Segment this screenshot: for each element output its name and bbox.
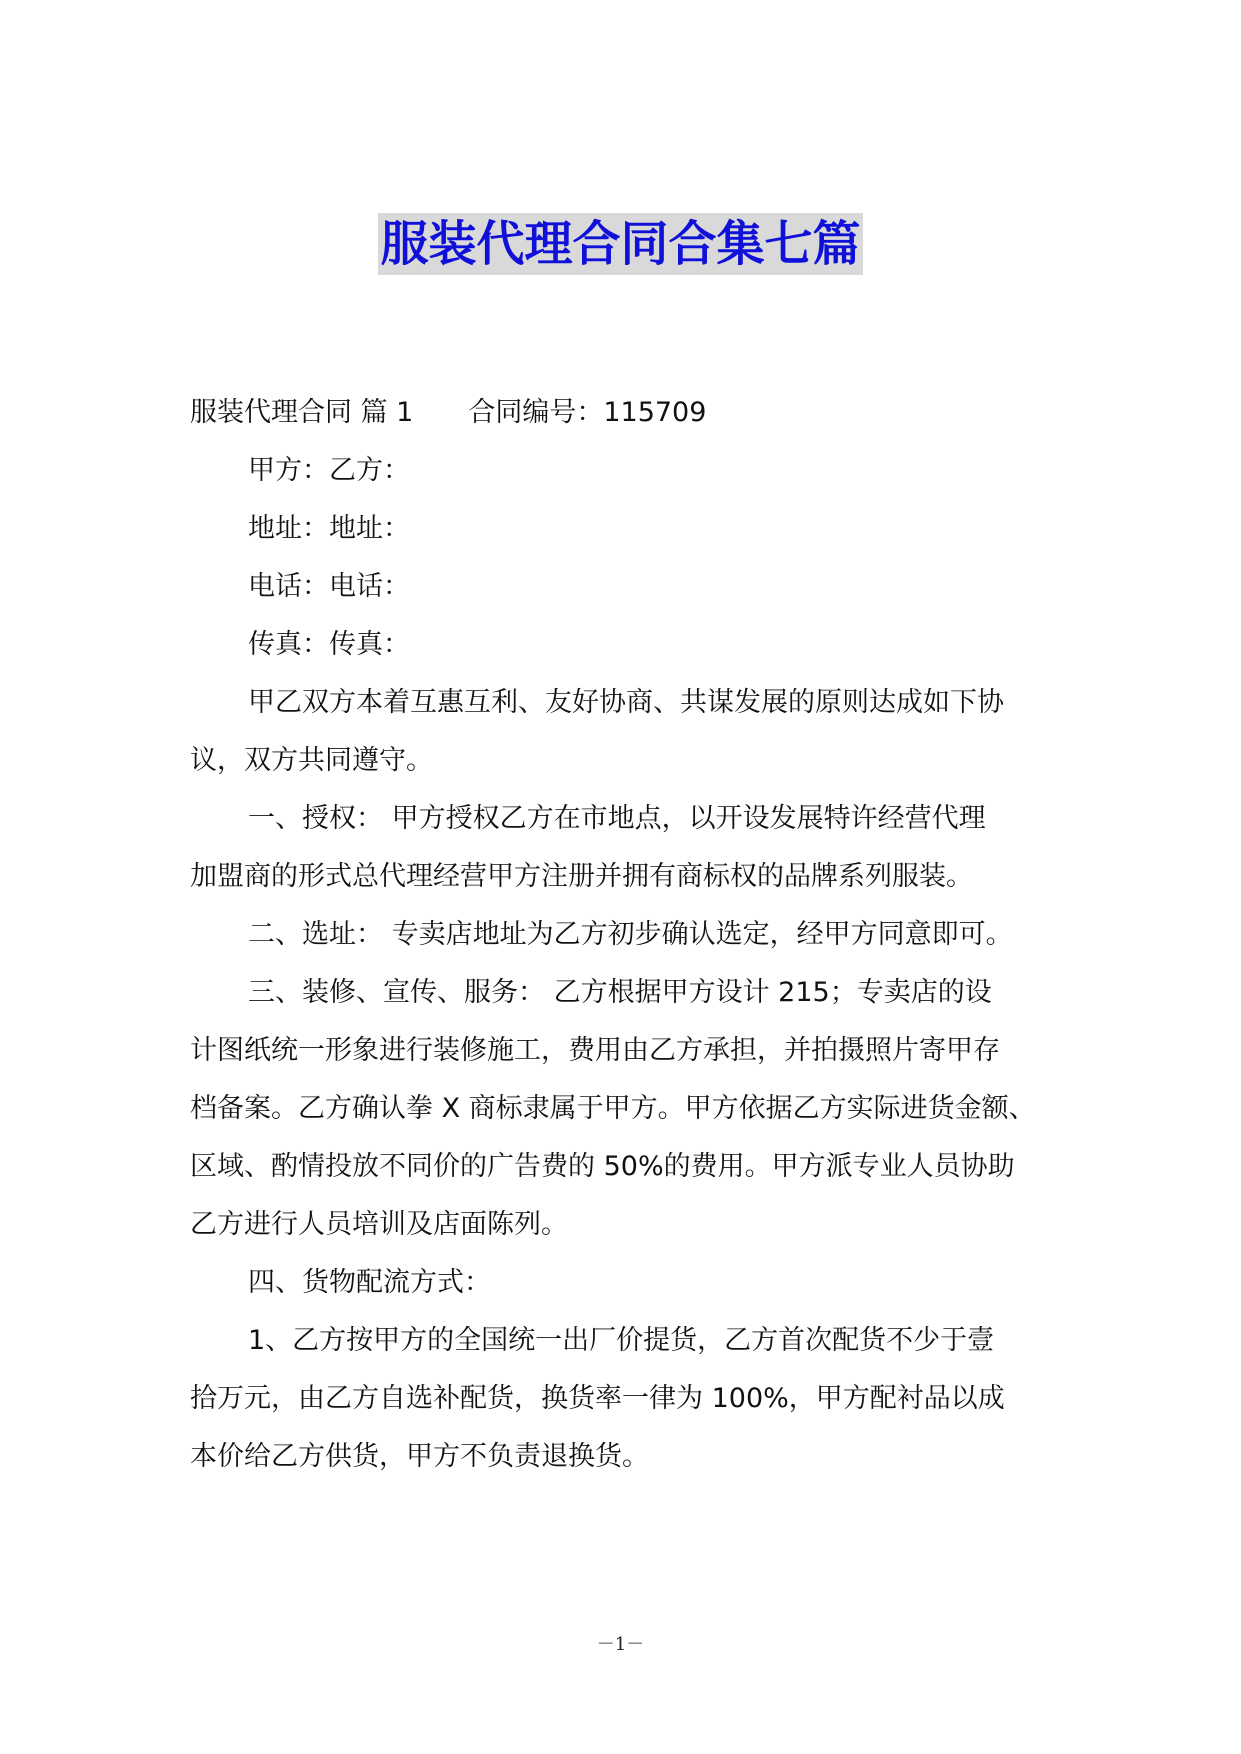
contract-heading-left: 服装代理合同 篇 1 xyxy=(190,397,414,428)
paragraph-line: 拾万元，由乙方自选补配货，换货率一律为 100%，甲方配衬品以成 xyxy=(190,1383,1005,1414)
paragraph-line: 加盟商的形式总代理经营甲方注册并拥有商标权的品牌系列服装。 xyxy=(190,861,973,892)
paragraph-line: 1、乙方按甲方的全国统一出厂价提货，乙方首次配货不少于壹 xyxy=(248,1325,995,1356)
paragraph-line: 三、装修、宣传、服务： 乙方根据甲方设计 215；专卖店的设 xyxy=(248,977,992,1008)
paragraph-line: 二、选址： 专卖店地址为乙方初步确认选定，经甲方同意即可。 xyxy=(248,919,1013,950)
page-number: －1－ xyxy=(596,1634,645,1655)
title-container xyxy=(0,213,1241,275)
paragraph-line: 本价给乙方供货，甲方不负责退换货。 xyxy=(190,1441,649,1472)
paragraph-line: 计图纸统一形象进行装修施工，费用由乙方承担，并拍摄照片寄甲存 xyxy=(190,1035,1000,1066)
paragraph-line: 甲乙双方本着互惠互利、友好协商、共谋发展的原则达成如下协 xyxy=(248,687,1004,718)
contract-number: 合同编号：115709 xyxy=(468,397,707,428)
document-title: 服装代理合同合集七篇 xyxy=(378,213,862,275)
paragraph-line: 地址：地址： xyxy=(248,513,410,544)
paragraph-line: 档备案。乙方确认拳 X 商标隶属于甲方。甲方依据乙方实际进货金额、 xyxy=(190,1093,1036,1124)
paragraph-line: 区域、酌情投放不同价的广告费的 50%的费用。甲方派专业人员协助 xyxy=(190,1151,1015,1182)
contract-heading xyxy=(190,380,706,445)
paragraph-line: 乙方进行人员培训及店面陈列。 xyxy=(190,1209,568,1240)
paragraph-line: 四、货物配流方式： xyxy=(248,1267,491,1298)
paragraph-line: 传真：传真： xyxy=(248,629,410,660)
paragraph-line: 一、授权： 甲方授权乙方在市地点，以开设发展特许经营代理 xyxy=(248,803,986,834)
paragraph-line: 议，双方共同遵守。 xyxy=(190,745,433,776)
paragraph-line: 电话：电话： xyxy=(248,571,410,602)
paragraph-line: 甲方：乙方： xyxy=(248,455,410,486)
